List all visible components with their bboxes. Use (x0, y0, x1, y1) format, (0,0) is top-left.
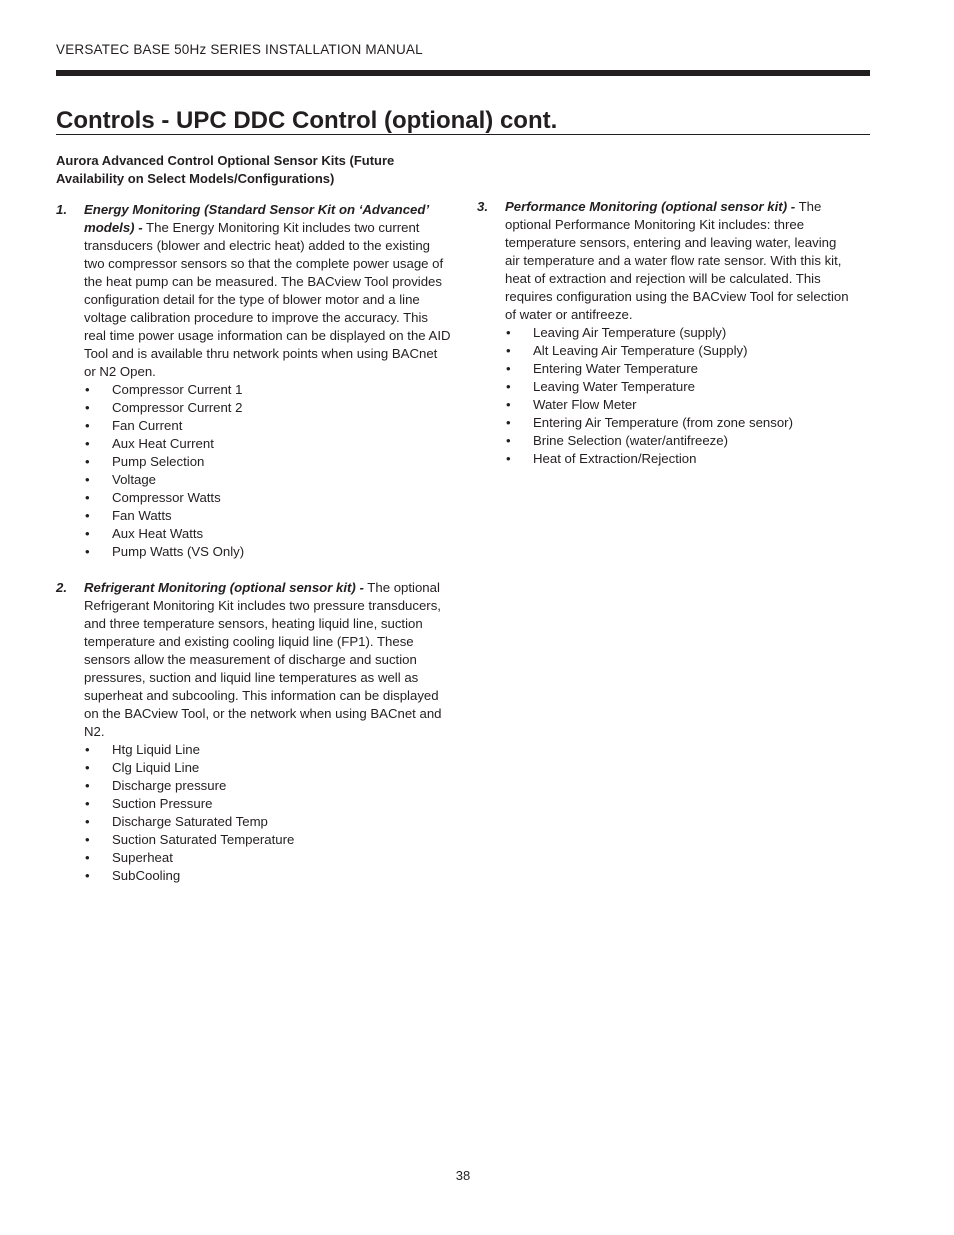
list-item: • Aux Heat Watts (84, 525, 452, 543)
item-paragraph (505, 198, 852, 324)
document-header: VERSATEC BASE 50Hz SERIES INSTALLATION MANUAL (56, 42, 423, 57)
right-column (477, 198, 852, 468)
section-energy-monitoring (56, 201, 452, 561)
list-item: • Pump Watts (VS Only) (84, 543, 452, 561)
item-description: The optional Refrigerant Monitoring Kit includes two pressure transducers, and three temperature sensors, heating liquid line, suction temperature and existing cooling liquid line (FP1). These sensors allow the measurement of discharge and suction pressures, suction and liquid line temperatures as well as superheat and subcooling. This information can be displayed on the BACview Tool, or the network when using BACnet and N2. (84, 580, 442, 739)
list-item: • Htg Liquid Line (84, 741, 452, 759)
item-body (505, 198, 852, 468)
list-item: • Aux Heat Current (84, 435, 452, 453)
list-item: • Leaving Air Temperature (supply) (505, 324, 852, 342)
item-lead: Energy Monitoring (Standard Sensor Kit on ‘Advanced’ models) - (84, 202, 429, 235)
list-item: • Voltage (84, 471, 452, 489)
list-item: • SubCooling (84, 867, 452, 885)
list-item: • Compressor Current 1 (84, 381, 452, 399)
list-item: • Suction Saturated Temperature (84, 831, 452, 849)
item-lead: Performance Monitoring (optional sensor kit) - (505, 199, 796, 214)
list-item: • Entering Water Temperature (505, 360, 852, 378)
list-item: • Fan Watts (84, 507, 452, 525)
item-number: 2. (56, 580, 67, 595)
bullet-list (505, 324, 852, 468)
section-refrigerant-monitoring (56, 579, 452, 885)
list-item: • Suction Pressure (84, 795, 452, 813)
list-item: • Leaving Water Temperature (505, 378, 852, 396)
page-number: 38 (455, 1168, 471, 1183)
page-title: Controls - UPC DDC Control (optional) cont. (56, 107, 558, 134)
list-item: • Water Flow Meter (505, 396, 852, 414)
item-number: 3. (477, 199, 488, 214)
list-item: • Clg Liquid Line (84, 759, 452, 777)
list-item: • Fan Current (84, 417, 452, 435)
item-paragraph (84, 579, 452, 741)
bullet-list (84, 381, 452, 561)
list-item: • Entering Air Temperature (from zone sensor) (505, 414, 852, 432)
item-lead: Refrigerant Monitoring (optional sensor kit) - (84, 580, 364, 595)
list-item: • Discharge Saturated Temp (84, 813, 452, 831)
item-description: The Energy Monitoring Kit includes two current transducers (blower and electric heat) added to the existing two compressor sensors so that the complete power usage of the heat pump can be measured. The BACview Tool provides configuration detail for the type of blower motor and a line voltage calibration procedure to improve the accuracy. This real time power usage information can be displayed on the AID Tool and is available thru network points when using BACnet or N2 Open. (84, 220, 451, 379)
list-item: • Compressor Current 2 (84, 399, 452, 417)
list-item: • Alt Leaving Air Temperature (Supply) (505, 342, 852, 360)
item-description: The optional Performance Monitoring Kit includes: three temperature sensors, entering and leaving water, leaving air temperature and a water flow rate sensor. With this kit, heat of extraction and rejection will be calculated. This requires configuration using the BACview Tool for selection of water or antifreeze. (505, 199, 849, 322)
header-rule (56, 70, 870, 76)
item-body (84, 579, 452, 885)
list-item: • Superheat (84, 849, 452, 867)
item-body (84, 201, 452, 561)
item-paragraph (84, 201, 452, 381)
section-performance-monitoring (477, 198, 852, 468)
intro-heading: Aurora Advanced Control Optional Sensor Kits (Future Availability on Select Models/Configurations) (56, 153, 395, 186)
bullet-list (84, 741, 452, 885)
list-item: • Heat of Extraction/Rejection (505, 450, 852, 468)
list-item: • Pump Selection (84, 453, 452, 471)
list-item: • Discharge pressure (84, 777, 452, 795)
list-item: • Compressor Watts (84, 489, 452, 507)
item-number: 1. (56, 202, 67, 217)
title-rule (56, 134, 870, 135)
list-item: • Brine Selection (water/antifreeze) (505, 432, 852, 450)
left-column (56, 152, 452, 885)
